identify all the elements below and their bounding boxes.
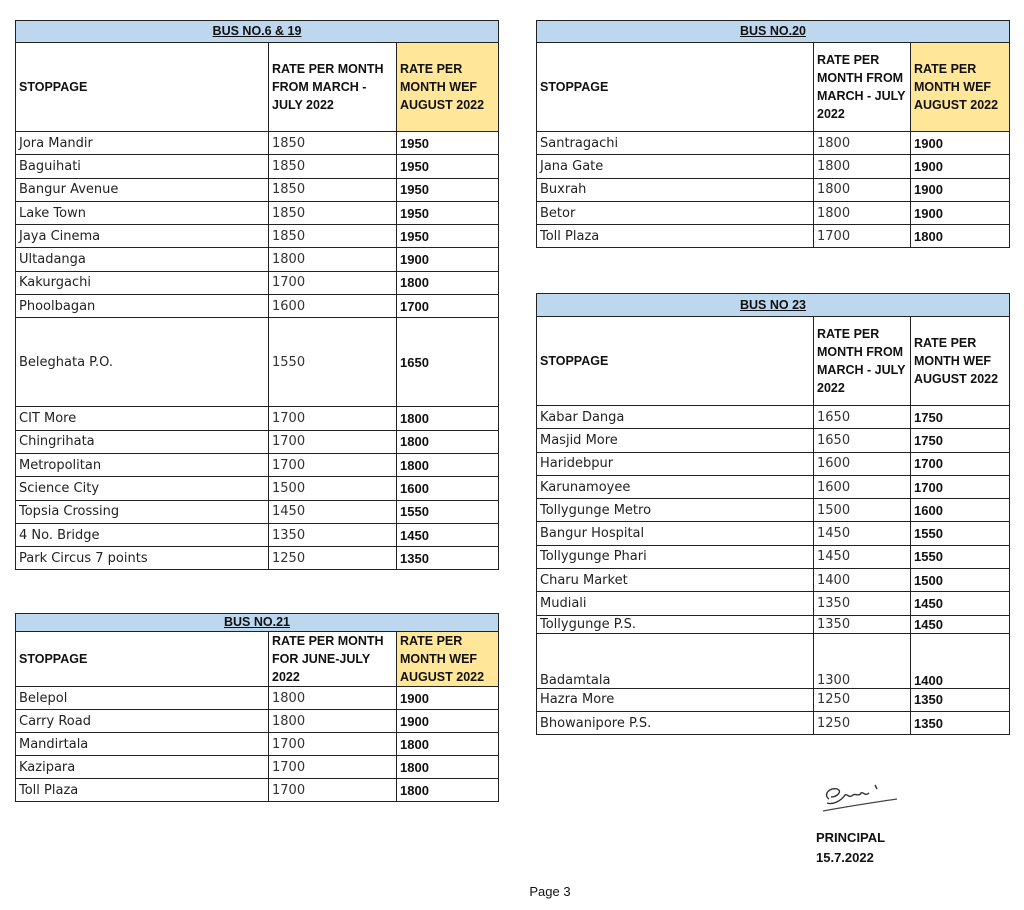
table-title: BUS NO.6 & 19 [16, 21, 499, 43]
stoppage-cell: Park Circus 7 points [16, 547, 269, 570]
old-rate-cell: 1650 [814, 406, 911, 429]
stoppage-cell: Kabar Danga [537, 406, 814, 429]
signature-date: 15.7.2022 [816, 850, 874, 865]
stoppage-cell: Santragachi [537, 132, 814, 155]
new-rate-cell: 1950 [397, 201, 499, 224]
bus-6-19-table [15, 20, 499, 570]
header-old-rate: RATE PER MONTH FROM MARCH - JULY 2022 [814, 317, 911, 406]
stoppage-cell: Ultadanga [16, 248, 269, 271]
new-rate-cell: 1550 [397, 500, 499, 523]
table-row [537, 406, 1010, 429]
old-rate-cell: 1700 [269, 430, 397, 453]
old-rate-cell: 1700 [269, 453, 397, 476]
header-stoppage: STOPPAGE [537, 43, 814, 132]
old-rate-cell: 1250 [814, 688, 911, 711]
table-row [537, 132, 1010, 155]
table-row [537, 178, 1010, 201]
new-rate-cell: 1900 [911, 178, 1010, 201]
stoppage-cell: Jana Gate [537, 155, 814, 178]
new-rate-cell: 1350 [911, 711, 1010, 734]
signatory-designation: PRINCIPAL [816, 830, 886, 845]
stoppage-cell: Science City [16, 477, 269, 500]
old-rate-cell: 1550 [269, 318, 397, 407]
table-row [16, 225, 499, 248]
table-row [537, 633, 1010, 688]
old-rate-cell: 1850 [269, 178, 397, 201]
table-row [16, 430, 499, 453]
table-row [537, 615, 1010, 633]
stoppage-cell: Mudiali [537, 592, 814, 615]
new-rate-cell: 1800 [397, 453, 499, 476]
old-rate-cell: 1800 [814, 178, 911, 201]
table-row [16, 523, 499, 546]
old-rate-cell: 1500 [814, 499, 911, 522]
new-rate-cell: 1900 [911, 155, 1010, 178]
new-rate-cell: 1450 [397, 523, 499, 546]
header-new-rate: RATE PER MONTH WEF AUGUST 2022 [911, 43, 1010, 132]
table-row [537, 155, 1010, 178]
stoppage-cell: Beleghata P.O. [16, 318, 269, 407]
stoppage-cell: Jaya Cinema [16, 225, 269, 248]
table-row [16, 756, 499, 779]
new-rate-cell: 1950 [397, 132, 499, 155]
old-rate-cell: 1700 [269, 407, 397, 430]
old-rate-cell: 1800 [269, 687, 397, 710]
new-rate-cell: 1750 [911, 406, 1010, 429]
old-rate-cell: 1850 [269, 132, 397, 155]
stoppage-cell: Buxrah [537, 178, 814, 201]
new-rate-cell: 1350 [911, 688, 1010, 711]
new-rate-cell: 1450 [911, 592, 1010, 615]
table-row [16, 710, 499, 733]
stoppage-cell: Jora Mandir [16, 132, 269, 155]
stoppage-cell: Charu Market [537, 569, 814, 592]
new-rate-cell: 1350 [397, 547, 499, 570]
header-new-rate: RATE PER MONTH WEF AUGUST 2022 [397, 632, 499, 687]
old-rate-cell: 1650 [814, 429, 911, 452]
new-rate-cell: 1600 [911, 499, 1010, 522]
stoppage-cell: Karunamoyee [537, 475, 814, 498]
stoppage-cell: Phoolbagan [16, 295, 269, 318]
header-old-rate: RATE PER MONTH FROM MARCH - JULY 2022 [269, 43, 397, 132]
table-row [16, 407, 499, 430]
table-row [16, 733, 499, 756]
old-rate-cell: 1350 [814, 615, 911, 633]
stoppage-cell: Kakurgachi [16, 271, 269, 294]
new-rate-cell: 1800 [397, 407, 499, 430]
old-rate-cell: 1700 [269, 779, 397, 802]
new-rate-cell: 1800 [397, 733, 499, 756]
stoppage-cell: Kazipara [16, 756, 269, 779]
table-title: BUS NO.21 [16, 614, 499, 632]
new-rate-cell: 1900 [397, 248, 499, 271]
new-rate-cell: 1400 [911, 633, 1010, 688]
new-rate-cell: 1550 [911, 522, 1010, 545]
header-stoppage: STOPPAGE [537, 317, 814, 406]
header-stoppage: STOPPAGE [16, 632, 269, 687]
old-rate-cell: 1700 [269, 271, 397, 294]
stoppage-cell: Bangur Hospital [537, 522, 814, 545]
stoppage-cell: Bhowanipore P.S. [537, 711, 814, 734]
old-rate-cell: 1450 [814, 545, 911, 568]
stoppage-cell: Hazra More [537, 688, 814, 711]
stoppage-cell: Tollygunge P.S. [537, 615, 814, 633]
stoppage-cell: Tollygunge Metro [537, 499, 814, 522]
new-rate-cell: 1700 [911, 475, 1010, 498]
old-rate-cell: 1700 [814, 225, 911, 248]
bus-23-table [536, 293, 1010, 735]
old-rate-cell: 1350 [269, 523, 397, 546]
new-rate-cell: 1750 [911, 429, 1010, 452]
new-rate-cell: 1800 [397, 756, 499, 779]
old-rate-cell: 1800 [814, 201, 911, 224]
new-rate-cell: 1900 [911, 132, 1010, 155]
table-row [16, 178, 499, 201]
old-rate-cell: 1450 [269, 500, 397, 523]
table-row [16, 687, 499, 710]
stoppage-cell: 4 No. Bridge [16, 523, 269, 546]
table-row [16, 453, 499, 476]
table-title: BUS NO.20 [537, 21, 1010, 43]
signature-image [815, 775, 905, 820]
table-row [537, 201, 1010, 224]
stoppage-cell: Haridebpur [537, 452, 814, 475]
page-number: Page 3 [529, 884, 571, 899]
old-rate-cell: 1800 [814, 155, 911, 178]
old-rate-cell: 1450 [814, 522, 911, 545]
old-rate-cell: 1250 [814, 711, 911, 734]
header-stoppage: STOPPAGE [16, 43, 269, 132]
table-row [16, 547, 499, 570]
old-rate-cell: 1800 [814, 132, 911, 155]
old-rate-cell: 1700 [269, 756, 397, 779]
table-row [16, 318, 499, 407]
stoppage-cell: Toll Plaza [537, 225, 814, 248]
table-row [537, 592, 1010, 615]
old-rate-cell: 1500 [269, 477, 397, 500]
old-rate-cell: 1850 [269, 155, 397, 178]
new-rate-cell: 1700 [911, 452, 1010, 475]
table-row [537, 499, 1010, 522]
header-new-rate: RATE PER MONTH WEF AUGUST 2022 [911, 317, 1010, 406]
old-rate-cell: 1850 [269, 225, 397, 248]
table-row [537, 522, 1010, 545]
old-rate-cell: 1800 [269, 710, 397, 733]
new-rate-cell: 1650 [397, 318, 499, 407]
old-rate-cell: 1800 [269, 248, 397, 271]
old-rate-cell: 1400 [814, 569, 911, 592]
stoppage-cell: Tollygunge Phari [537, 545, 814, 568]
stoppage-cell: Masjid More [537, 429, 814, 452]
old-rate-cell: 1850 [269, 201, 397, 224]
new-rate-cell: 1950 [397, 155, 499, 178]
table-row [16, 248, 499, 271]
new-rate-cell: 1950 [397, 178, 499, 201]
old-rate-cell: 1300 [814, 633, 911, 688]
table-row [537, 711, 1010, 734]
table-row [16, 500, 499, 523]
new-rate-cell: 1500 [911, 569, 1010, 592]
new-rate-cell: 1800 [397, 779, 499, 802]
header-new-rate: RATE PER MONTH WEF AUGUST 2022 [397, 43, 499, 132]
stoppage-cell: Topsia Crossing [16, 500, 269, 523]
table-row [16, 779, 499, 802]
table-row [16, 132, 499, 155]
stoppage-cell: Baguihati [16, 155, 269, 178]
stoppage-cell: Mandirtala [16, 733, 269, 756]
new-rate-cell: 1550 [911, 545, 1010, 568]
new-rate-cell: 1950 [397, 225, 499, 248]
old-rate-cell: 1700 [269, 733, 397, 756]
bus-21-table [15, 613, 499, 802]
header-old-rate: RATE PER MONTH FOR JUNE-JULY 2022 [269, 632, 397, 687]
new-rate-cell: 1800 [397, 271, 499, 294]
new-rate-cell: 1800 [911, 225, 1010, 248]
table-row [537, 545, 1010, 568]
table-row [537, 452, 1010, 475]
stoppage-cell: Bangur Avenue [16, 178, 269, 201]
table-row [16, 295, 499, 318]
old-rate-cell: 1600 [814, 452, 911, 475]
stoppage-cell: Belepol [16, 687, 269, 710]
old-rate-cell: 1250 [269, 547, 397, 570]
table-row [16, 155, 499, 178]
stoppage-cell: Lake Town [16, 201, 269, 224]
stoppage-cell: Badamtala [537, 633, 814, 688]
stoppage-cell: Carry Road [16, 710, 269, 733]
table-row [537, 475, 1010, 498]
table-row [537, 688, 1010, 711]
stoppage-cell: Metropolitan [16, 453, 269, 476]
header-old-rate: RATE PER MONTH FROM MARCH - JULY 2022 [814, 43, 911, 132]
stoppage-cell: Betor [537, 201, 814, 224]
new-rate-cell: 1600 [397, 477, 499, 500]
stoppage-cell: Toll Plaza [16, 779, 269, 802]
new-rate-cell: 1450 [911, 615, 1010, 633]
stoppage-cell: Chingrihata [16, 430, 269, 453]
old-rate-cell: 1350 [814, 592, 911, 615]
table-title: BUS NO 23 [537, 294, 1010, 317]
bus-20-table [536, 20, 1010, 248]
old-rate-cell: 1600 [814, 475, 911, 498]
signature-block [816, 828, 885, 868]
table-row [16, 271, 499, 294]
table-row [537, 429, 1010, 452]
new-rate-cell: 1900 [397, 687, 499, 710]
old-rate-cell: 1600 [269, 295, 397, 318]
table-row [537, 569, 1010, 592]
new-rate-cell: 1900 [397, 710, 499, 733]
table-row [16, 201, 499, 224]
table-row [537, 225, 1010, 248]
new-rate-cell: 1800 [397, 430, 499, 453]
stoppage-cell: CIT More [16, 407, 269, 430]
new-rate-cell: 1900 [911, 201, 1010, 224]
new-rate-cell: 1700 [397, 295, 499, 318]
table-row [16, 477, 499, 500]
